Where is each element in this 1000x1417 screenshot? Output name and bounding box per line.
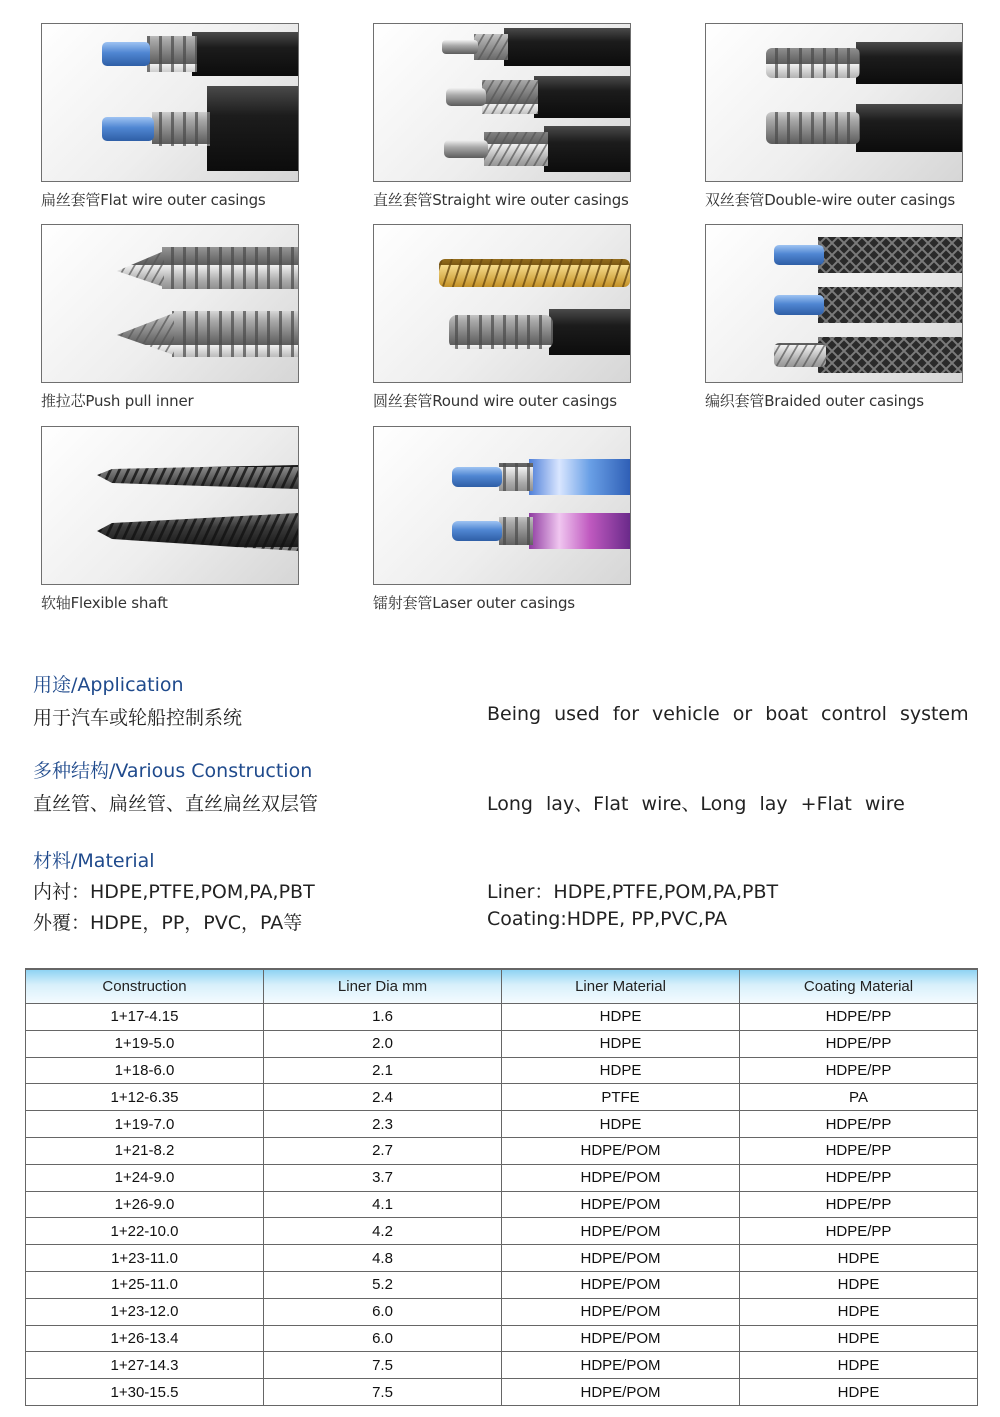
cell-liner-material: HDPE/POM [502, 1218, 740, 1245]
product-caption: 编织套管Braided outer casings [705, 392, 924, 410]
cell-liner-material: HDPE/POM [502, 1245, 740, 1272]
product-double-wire [705, 23, 963, 209]
cell-liner-material: HDPE [502, 1030, 740, 1057]
cell-liner-dia: 7.5 [264, 1379, 502, 1406]
header-coating-material: Coating Material [740, 969, 978, 1004]
cell-liner-dia: 6.0 [264, 1325, 502, 1352]
product-caption: 镭射套管Laser outer casings [373, 594, 575, 612]
cell-liner-material: HDPE [502, 1057, 740, 1084]
table-row [26, 1084, 978, 1111]
material-title: 材料/Material [33, 850, 155, 872]
cell-construction: 1+17-4.15 [26, 1004, 264, 1031]
cell-coating-material: HDPE/PP [740, 1004, 978, 1031]
laser-casing-photo [373, 426, 631, 585]
spec-table [25, 968, 978, 1406]
cell-liner-dia: 2.3 [264, 1111, 502, 1138]
cell-liner-dia: 2.7 [264, 1137, 502, 1164]
table-row [26, 1111, 978, 1138]
cell-coating-material: HDPE/PP [740, 1191, 978, 1218]
table-row [26, 1325, 978, 1352]
braided-casing-photo [705, 224, 963, 383]
table-row [26, 1057, 978, 1084]
table-row [26, 1245, 978, 1272]
cell-liner-material: HDPE [502, 1111, 740, 1138]
cell-coating-material: HDPE/PP [740, 1111, 978, 1138]
table-row [26, 1004, 978, 1031]
cell-liner-dia: 4.2 [264, 1218, 502, 1245]
cell-coating-material: HDPE [740, 1245, 978, 1272]
cell-liner-dia: 2.1 [264, 1057, 502, 1084]
table-row [26, 1298, 978, 1325]
cell-liner-dia: 5.2 [264, 1271, 502, 1298]
cell-liner-dia: 7.5 [264, 1352, 502, 1379]
cell-coating-material: HDPE [740, 1379, 978, 1406]
table-row [26, 1218, 978, 1245]
cell-construction: 1+23-11.0 [26, 1245, 264, 1272]
application-en: Being used for vehicle or boat control system [487, 703, 969, 725]
cell-liner-dia: 3.7 [264, 1164, 502, 1191]
cell-liner-material: HDPE/POM [502, 1325, 740, 1352]
cell-construction: 1+26-13.4 [26, 1325, 264, 1352]
flexible-shaft-photo [41, 426, 299, 585]
flat-wire-casing-photo [41, 23, 299, 182]
cell-construction: 1+22-10.0 [26, 1218, 264, 1245]
push-pull-inner-photo [41, 224, 299, 383]
product-caption: 直丝套管Straight wire outer casings [373, 191, 629, 209]
cell-construction: 1+30-15.5 [26, 1379, 264, 1406]
product-round-wire [373, 224, 631, 410]
table-header-row [26, 969, 978, 1004]
cell-liner-material: HDPE/POM [502, 1379, 740, 1406]
cell-liner-material: HDPE/POM [502, 1137, 740, 1164]
product-caption: 软轴Flexible shaft [41, 594, 168, 612]
product-braided [705, 224, 963, 410]
cell-construction: 1+25-11.0 [26, 1271, 264, 1298]
cell-construction: 1+24-9.0 [26, 1164, 264, 1191]
cell-construction: 1+26-9.0 [26, 1191, 264, 1218]
cell-coating-material: HDPE/PP [740, 1164, 978, 1191]
cell-liner-dia: 2.4 [264, 1084, 502, 1111]
table-row [26, 1137, 978, 1164]
cell-coating-material: HDPE [740, 1352, 978, 1379]
straight-wire-casing-photo [373, 23, 631, 182]
table-row [26, 1030, 978, 1057]
material-en-liner: Liner：HDPE,PTFE,POM,PA,PBT [487, 881, 779, 903]
cell-liner-material: HDPE/POM [502, 1191, 740, 1218]
cell-liner-dia: 4.1 [264, 1191, 502, 1218]
application-cn: 用于汽车或轮船控制系统 [33, 707, 243, 729]
table-row [26, 1191, 978, 1218]
cell-construction: 1+19-5.0 [26, 1030, 264, 1057]
cell-construction: 1+19-7.0 [26, 1111, 264, 1138]
cell-construction: 1+27-14.3 [26, 1352, 264, 1379]
construction-cn: 直丝管、扁丝管、直丝扁丝双层管 [33, 793, 319, 815]
cell-construction: 1+12-6.35 [26, 1084, 264, 1111]
product-push-pull-inner [41, 224, 299, 410]
product-flexible-shaft [41, 426, 299, 612]
product-caption: 圆丝套管Round wire outer casings [373, 392, 617, 410]
cell-coating-material: PA [740, 1084, 978, 1111]
cell-coating-material: HDPE/PP [740, 1137, 978, 1164]
product-caption: 推拉芯Push pull inner [41, 392, 194, 410]
cell-coating-material: HDPE [740, 1271, 978, 1298]
cell-liner-dia: 6.0 [264, 1298, 502, 1325]
table-row [26, 1164, 978, 1191]
material-cn-liner: 内衬：HDPE,PTFE,POM,PA,PBT [33, 881, 315, 903]
cell-liner-material: HDPE/POM [502, 1164, 740, 1191]
cell-liner-material: HDPE/POM [502, 1271, 740, 1298]
cell-liner-material: HDPE [502, 1004, 740, 1031]
table-row [26, 1352, 978, 1379]
cell-liner-material: HDPE/POM [502, 1352, 740, 1379]
round-wire-casing-photo [373, 224, 631, 383]
product-straight-wire [373, 23, 631, 209]
cell-liner-dia: 4.8 [264, 1245, 502, 1272]
cell-liner-material: PTFE [502, 1084, 740, 1111]
cell-coating-material: HDPE/PP [740, 1218, 978, 1245]
table-row [26, 1271, 978, 1298]
header-liner-material: Liner Material [502, 969, 740, 1004]
application-title: 用途/Application [33, 674, 184, 696]
cell-liner-material: HDPE/POM [502, 1298, 740, 1325]
cell-construction: 1+18-6.0 [26, 1057, 264, 1084]
cell-construction: 1+21-8.2 [26, 1137, 264, 1164]
cell-liner-dia: 1.6 [264, 1004, 502, 1031]
material-en-coating: Coating:HDPE, PP,PVC,PA [487, 908, 728, 930]
product-caption: 扁丝套管Flat wire outer casings [41, 191, 266, 209]
cell-coating-material: HDPE [740, 1298, 978, 1325]
cell-construction: 1+23-12.0 [26, 1298, 264, 1325]
construction-title: 多种结构/Various Construction [33, 760, 313, 782]
header-construction: Construction [26, 969, 264, 1004]
cell-liner-dia: 2.0 [264, 1030, 502, 1057]
table-row [26, 1379, 978, 1406]
product-laser [373, 426, 631, 612]
material-cn-coating: 外覆：HDPE，PP，PVC，PA等 [33, 912, 303, 934]
cell-coating-material: HDPE/PP [740, 1057, 978, 1084]
double-wire-casing-photo [705, 23, 963, 182]
header-liner-dia: Liner Dia mm [264, 969, 502, 1004]
cell-coating-material: HDPE [740, 1325, 978, 1352]
cell-coating-material: HDPE/PP [740, 1030, 978, 1057]
product-flat-wire [41, 23, 299, 209]
product-caption: 双丝套管Double-wire outer casings [705, 191, 956, 209]
construction-en: Long lay、Flat wire、Long lay +Flat wire [487, 793, 905, 815]
